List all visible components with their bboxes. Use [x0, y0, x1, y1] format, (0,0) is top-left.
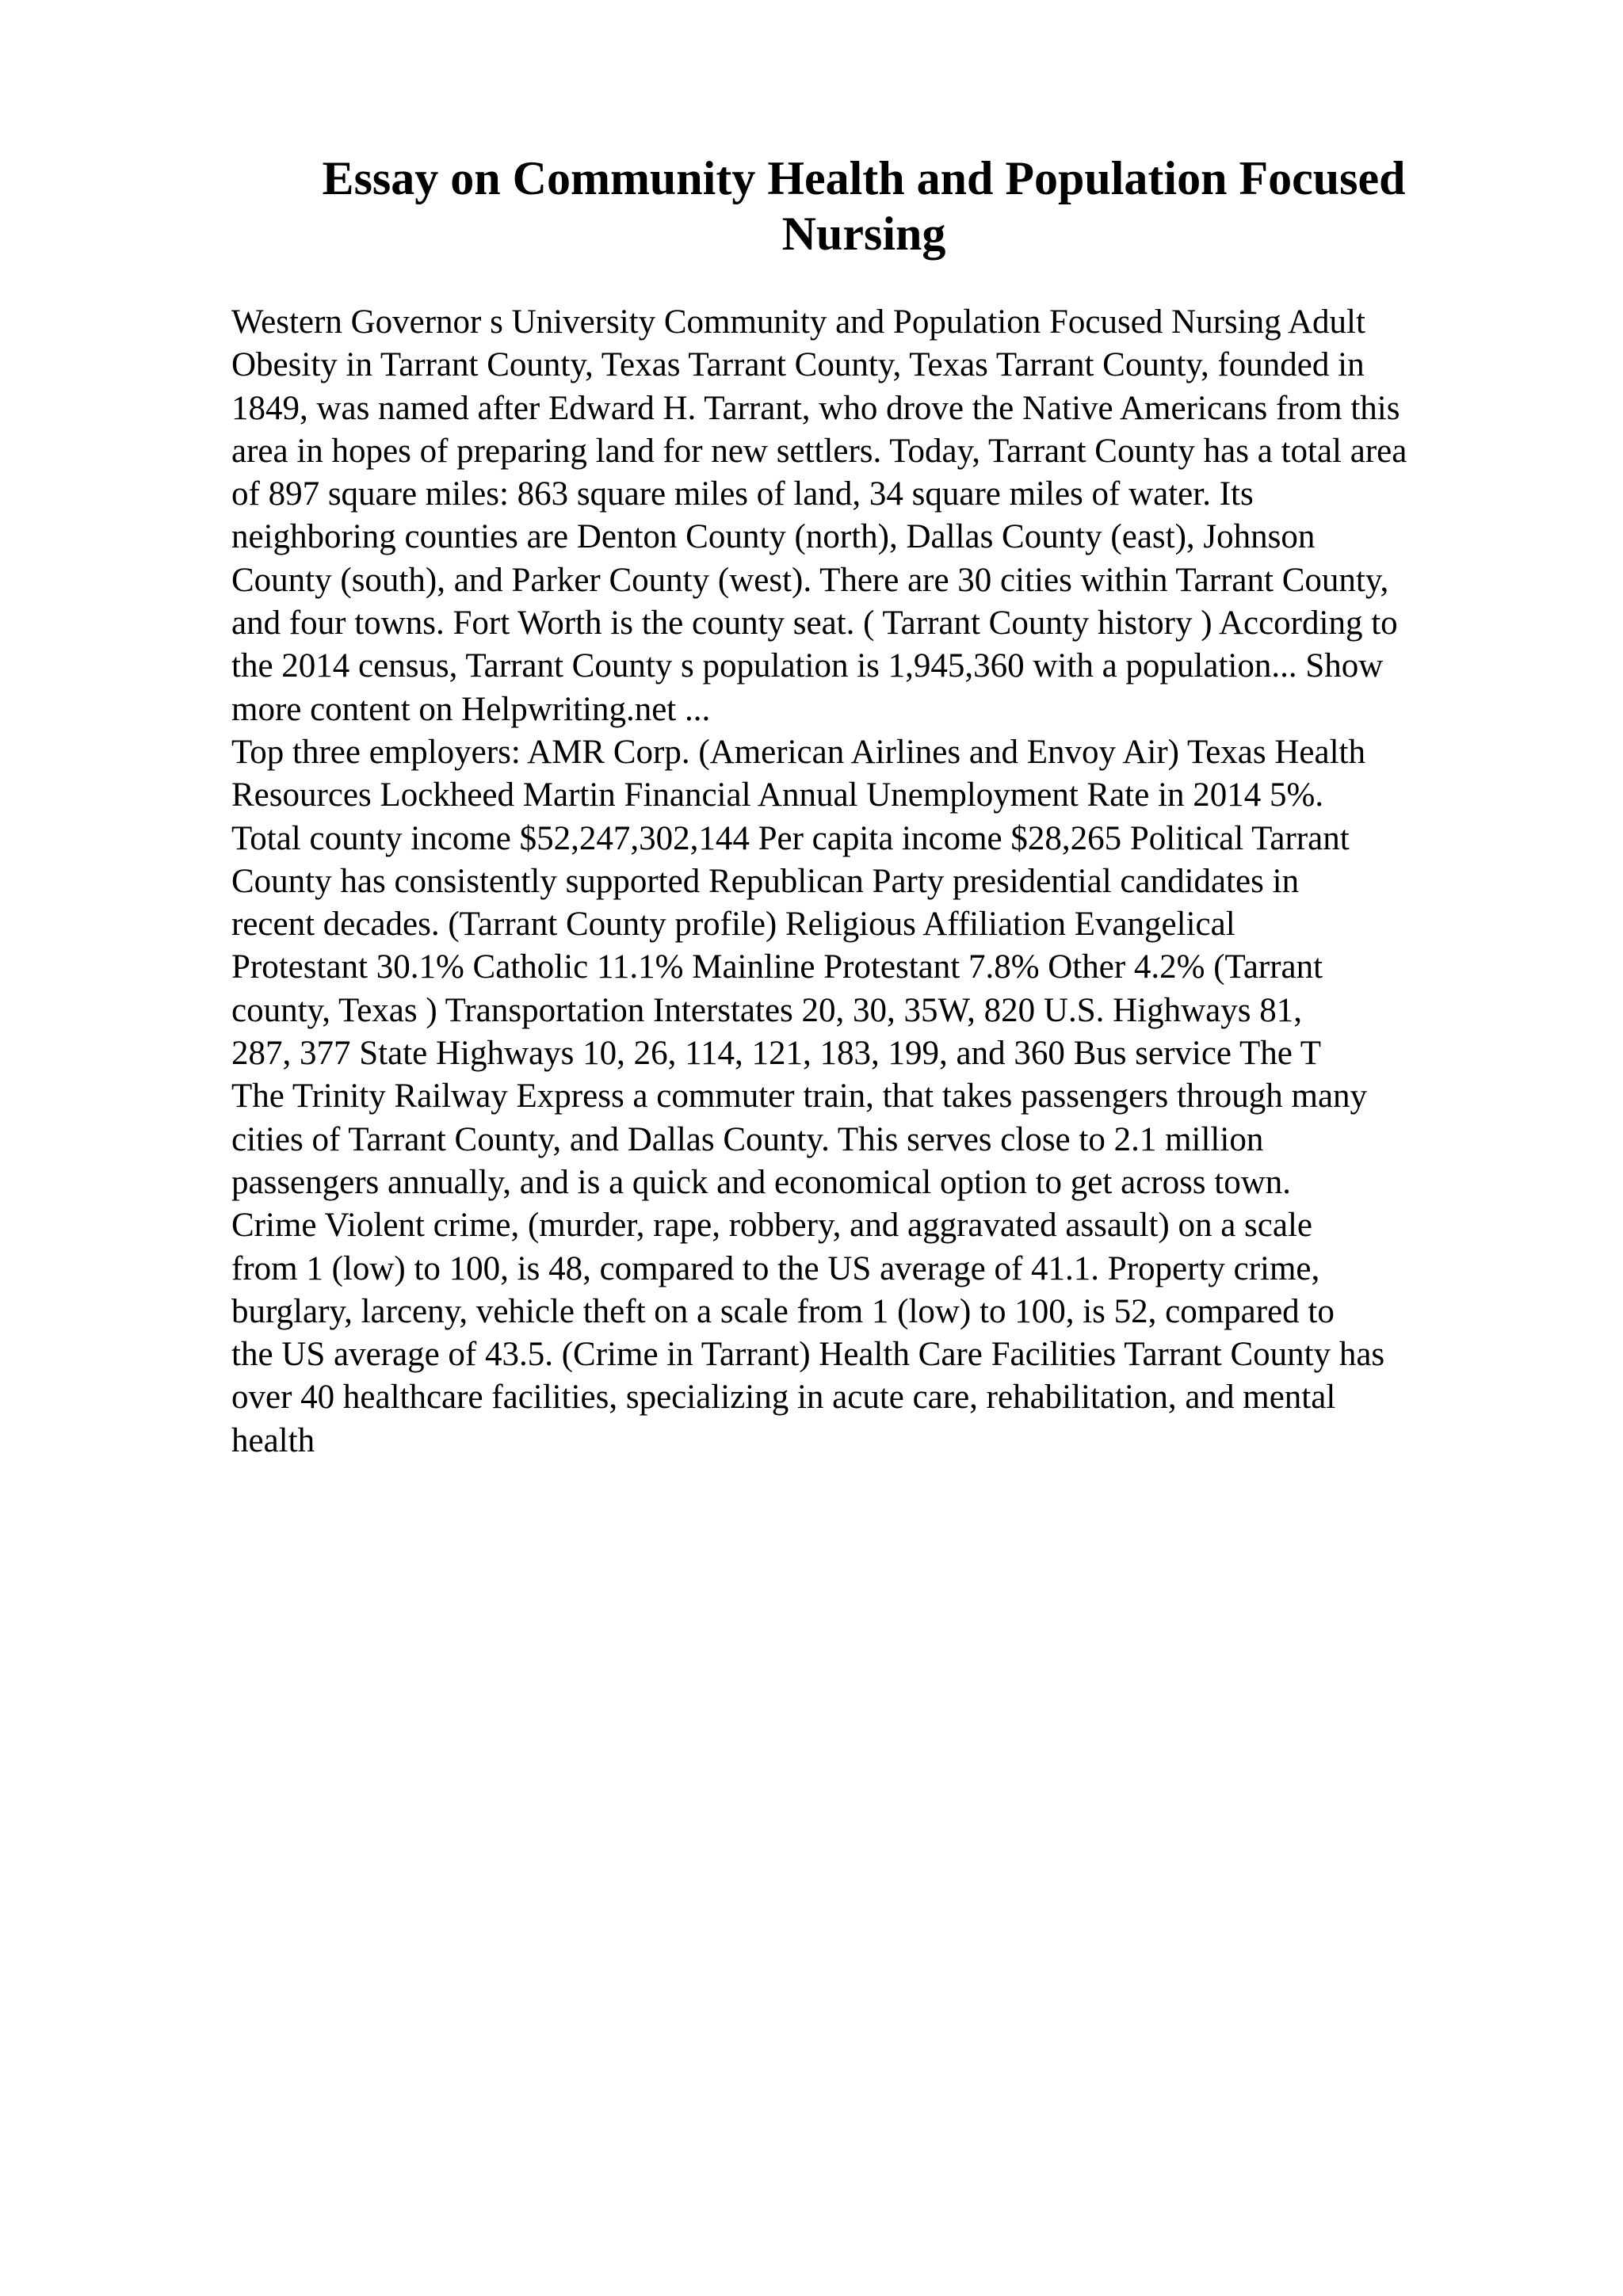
body-line: the 2014 census, Tarrant County s population is 1,945,360 with a population... Show — [231, 647, 1384, 685]
body-line: area in hopes of preparing land for new settlers. Today, Tarrant County has a total area — [231, 432, 1407, 470]
body-line: Obesity in Tarrant County, Texas Tarrant County, Texas Tarrant County, founded in — [231, 346, 1365, 384]
body-line: recent decades. (Tarrant County profile) Religious Affiliation Evangelical — [231, 906, 1235, 944]
body-line: Western Governor s University Community and Population Focused Nursing Adult — [231, 303, 1365, 341]
body-line: more content on Helpwriting.net ... — [231, 690, 711, 728]
body-line: The Trinity Railway Express a commuter train, that takes passengers through many — [231, 1077, 1368, 1116]
body-line: from 1 (low) to 100, is 48, compared to the US average of 41.1. Property crime, — [231, 1249, 1320, 1287]
body-line: county, Texas ) Transportation Interstates 20, 30, 35W, 820 U.S. Highways 81, — [231, 991, 1302, 1029]
body-line: Crime Violent crime, (murder, rape, robbery, and aggravated assault) on a scale — [231, 1207, 1312, 1245]
body-line: passengers annually, and is a quick and economical option to get across town. — [231, 1163, 1292, 1201]
body-line: 1849, was named after Edward H. Tarrant, who drove the Native Americans from this — [231, 389, 1400, 427]
body-line: of 897 square miles: 863 square miles of land, 34 square miles of water. Its — [231, 475, 1254, 513]
page-title: Essay on Community Health and Population Focused Nursing — [322, 152, 1406, 260]
body-line: County (south), and Parker County (west). There are 30 cities within Tarrant County, — [231, 561, 1389, 599]
body-line: burglary, larceny, vehicle theft on a scale from 1 (low) to 100, is 52, compared to — [231, 1292, 1335, 1330]
body-line: cities of Tarrant County, and Dallas County. This serves close to 2.1 million — [231, 1120, 1264, 1158]
body-line: health — [231, 1421, 315, 1459]
body-line: County has consistently supported Republican Party presidential candidates in — [231, 862, 1300, 900]
body-line: Top three employers: AMR Corp. (American Airlines and Envoy Air) Texas Health — [231, 733, 1365, 771]
body-line: the US average of 43.5. (Crime in Tarrant) Health Care Facilities Tarrant County has — [231, 1336, 1385, 1374]
body-line: and four towns. Fort Worth is the county seat. ( Tarrant County history ) According to — [231, 605, 1398, 643]
body-line: over 40 healthcare facilities, specializing in acute care, rehabilitation, and mental — [231, 1379, 1336, 1417]
body-line: Total county income $52,247,302,144 Per capita income $28,265 Political Tarrant — [231, 819, 1350, 857]
body-line: Protestant 30.1% Catholic 11.1% Mainline Protestant 7.8% Other 4.2% (Tarrant — [231, 948, 1323, 986]
body-line: 287, 377 State Highways 10, 26, 114, 121, 183, 199, and 360 Bus service The T — [231, 1035, 1322, 1073]
essay-body — [231, 301, 1515, 1463]
body-line: Resources Lockheed Martin Financial Annual Unemployment Rate in 2014 5%. — [231, 776, 1324, 814]
body-line: neighboring counties are Denton County (north), Dallas County (east), Johnson — [231, 518, 1316, 556]
